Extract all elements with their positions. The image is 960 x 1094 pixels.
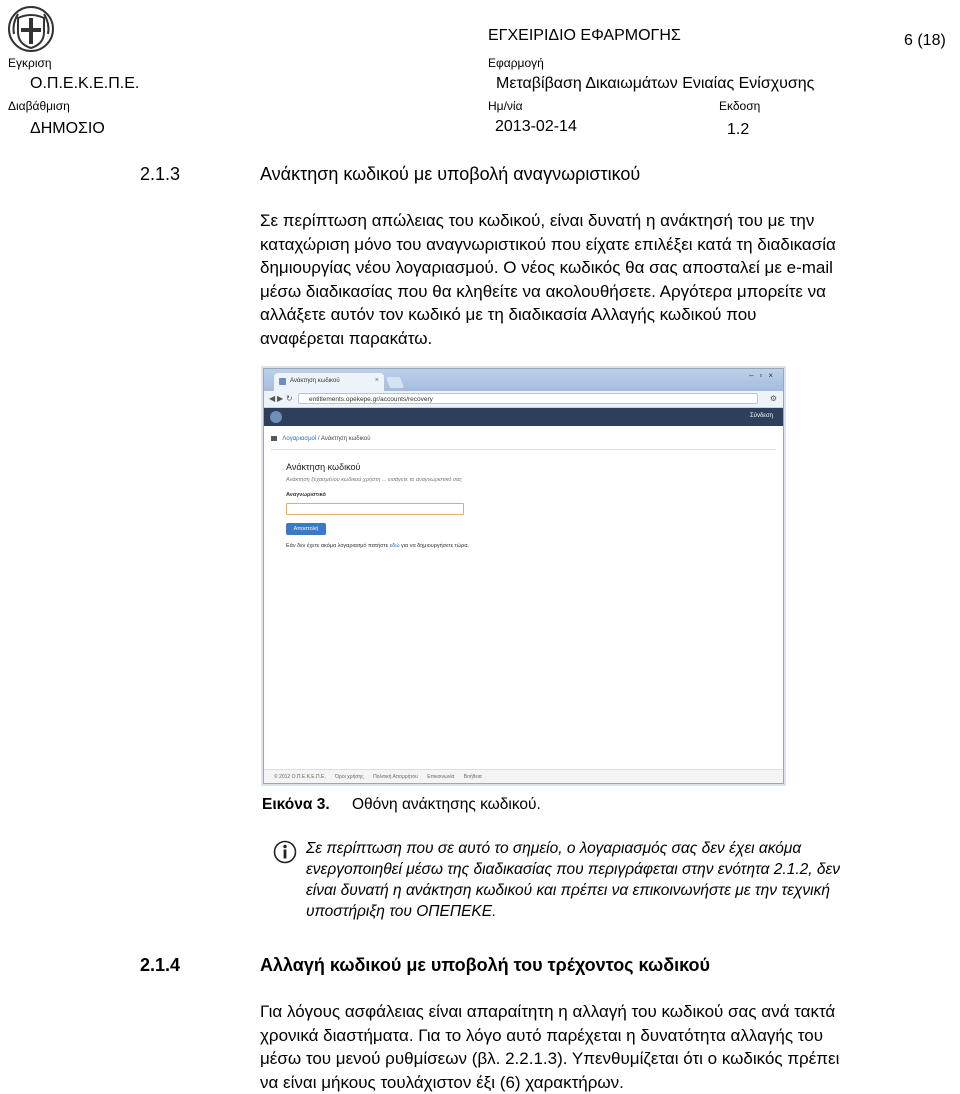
paragraph-line: να είναι μήκους τουλάχιστον έξι (6) χαρακτήρων.	[260, 1071, 960, 1094]
site-page	[264, 426, 783, 783]
section-title: Αλλαγή κωδικού με υποβολή του τρέχοντος κωδικού	[260, 955, 710, 976]
date-label: Ημ/νία	[488, 99, 523, 113]
tab-title: Ανάκτηση κωδικού	[290, 378, 340, 384]
login-link: Σύνδεση	[750, 413, 773, 419]
note-line: Σε περίπτωση που σε αυτό το σημείο, ο λογαριασμός σας δεν έχει ακόμα	[306, 838, 956, 859]
section-number: 2.1.3	[140, 164, 180, 185]
address-bar: entitlements.opekepe.gr/accounts/recovery	[298, 393, 758, 404]
divider	[271, 449, 776, 450]
new-tab-icon	[386, 377, 404, 388]
paragraph-line: μέσω διαδικασίας που θα κληθείτε να ακολουθήσετε. Αργότερα μπορείτε να	[260, 280, 960, 304]
close-tab-icon: ×	[375, 377, 379, 384]
section-number: 2.1.4	[140, 955, 180, 976]
paragraph-line: αναφέρεται παρακάτω.	[260, 327, 960, 351]
paragraph-line: χρονικά διαστήματα. Για το λόγο αυτό παρέχεται η δυνατότητα αλλαγής του	[260, 1024, 960, 1048]
greek-emblem-icon	[6, 4, 56, 54]
paragraph-line: αλλάξετε αυτόν τον κωδικό με τη διαδικασία Αλλαγής κωδικού που	[260, 303, 960, 327]
application-value: Μεταβίβαση Δικαιωμάτων Ενιαίας Ενίσχυσης	[496, 75, 814, 93]
approval-label: Εγκριση	[8, 56, 52, 70]
approval-value: Ο.Π.Ε.Κ.Ε.Π.Ε.	[30, 75, 139, 93]
distribution-label: Διαβάθμιση	[8, 99, 70, 113]
application-label: Εφαρμογή	[488, 56, 544, 70]
recovery-description: Ανάκτηση ξεχασμένου κωδικού χρήστη ... εισάγετε το αναγνωριστικό σας	[286, 477, 462, 483]
info-icon	[273, 840, 297, 864]
back-icon: ◀	[269, 394, 275, 403]
paragraph-line: καταχώριση μόνο του αναγνωριστικού που είχατε επιλέξει κατά τη διαδικασία	[260, 233, 960, 257]
wrench-icon: ⚙	[770, 394, 777, 403]
section-paragraph	[260, 209, 960, 350]
site-footer: © 2012 Ο.Π.Ε.Κ.Ε.Π.Ε. Όροι χρήσης Πολιτική Απορρήτου Επικοινωνία Βοήθεια	[264, 769, 783, 783]
submit-button: Αποστολή	[286, 523, 326, 535]
breadcrumb-link: Λογαριασμοί	[282, 436, 316, 442]
paragraph-line: Για λόγους ασφάλειας είναι απαραίτητη η αλλαγή του κωδικού σας ανά τακτά	[260, 1000, 960, 1024]
forward-icon: ▶	[277, 394, 283, 403]
home-icon	[271, 436, 277, 441]
figure-caption: Οθόνη ανάκτησης κωδικού.	[352, 796, 541, 814]
date-value: 2013-02-14	[495, 118, 577, 136]
distribution-value: ΔΗΜΟΣΙΟ	[30, 120, 105, 138]
section-title: Ανάκτηση κωδικού με υποβολή αναγνωριστικού	[260, 164, 640, 185]
note-line: υποστήριξη του ΟΠΕΠΕΚΕ.	[306, 901, 956, 922]
identifier-input	[286, 503, 464, 515]
browser-toolbar	[264, 391, 783, 408]
recovery-page-title: Ανάκτηση κωδικού	[286, 462, 360, 472]
breadcrumb: Λογαριασμοί / Ανάκτηση κωδικού	[271, 436, 371, 442]
reload-icon: ↻	[286, 394, 293, 403]
register-help-text: Εάν δεν έχετε ακόμα λογαριασμό πατήστε εδώ για να δημιουργήσετε τώρα.	[286, 543, 469, 549]
site-navbar	[264, 408, 783, 426]
breadcrumb-current: Ανάκτηση κωδικού	[321, 436, 371, 442]
version-label: Εκδοση	[719, 99, 760, 113]
paragraph-line: Σε περίπτωση απώλειας του κωδικού, είναι δυνατή η ανάκτησή του με την	[260, 209, 960, 233]
paragraph-line: μέσω του μενού ρυθμίσεων (βλ. 2.2.1.3). Υπενθυμίζεται ότι ο κωδικός πρέπει	[260, 1047, 960, 1071]
note-line: ενεργοποιηθεί μέσω της διαδικασίας που περιγράφεται στην ενότητα 2.1.2, δεν	[306, 859, 956, 880]
note-line: είναι δυνατή η ανάκτηση κωδικού και πρέπει να επικοινωνήστε με την τεχνική	[306, 880, 956, 901]
browser-tab	[274, 373, 384, 391]
identifier-label: Αναγνωριστικό	[286, 492, 326, 498]
paragraph-line: δημιουργίας νέου λογαριασμού. Ο νέος κωδικός θα σας αποσταλεί με e-mail	[260, 256, 960, 280]
browser-screenshot	[263, 368, 784, 784]
window-controls-icon: –▫×	[749, 371, 779, 380]
section-paragraph	[260, 1000, 960, 1094]
page-number: 6 (18)	[904, 32, 946, 50]
figure-label: Εικόνα 3.	[262, 796, 330, 814]
version-value: 1.2	[727, 121, 749, 139]
note-text	[306, 838, 956, 922]
register-link: εδώ	[390, 543, 400, 549]
browser-tabstrip	[264, 369, 783, 391]
favicon-icon	[279, 378, 286, 385]
document-title: ΕΓΧΕΙΡΙΔΙΟ ΕΦΑΡΜΟΓΗΣ	[488, 27, 681, 45]
site-logo-icon	[270, 411, 282, 423]
